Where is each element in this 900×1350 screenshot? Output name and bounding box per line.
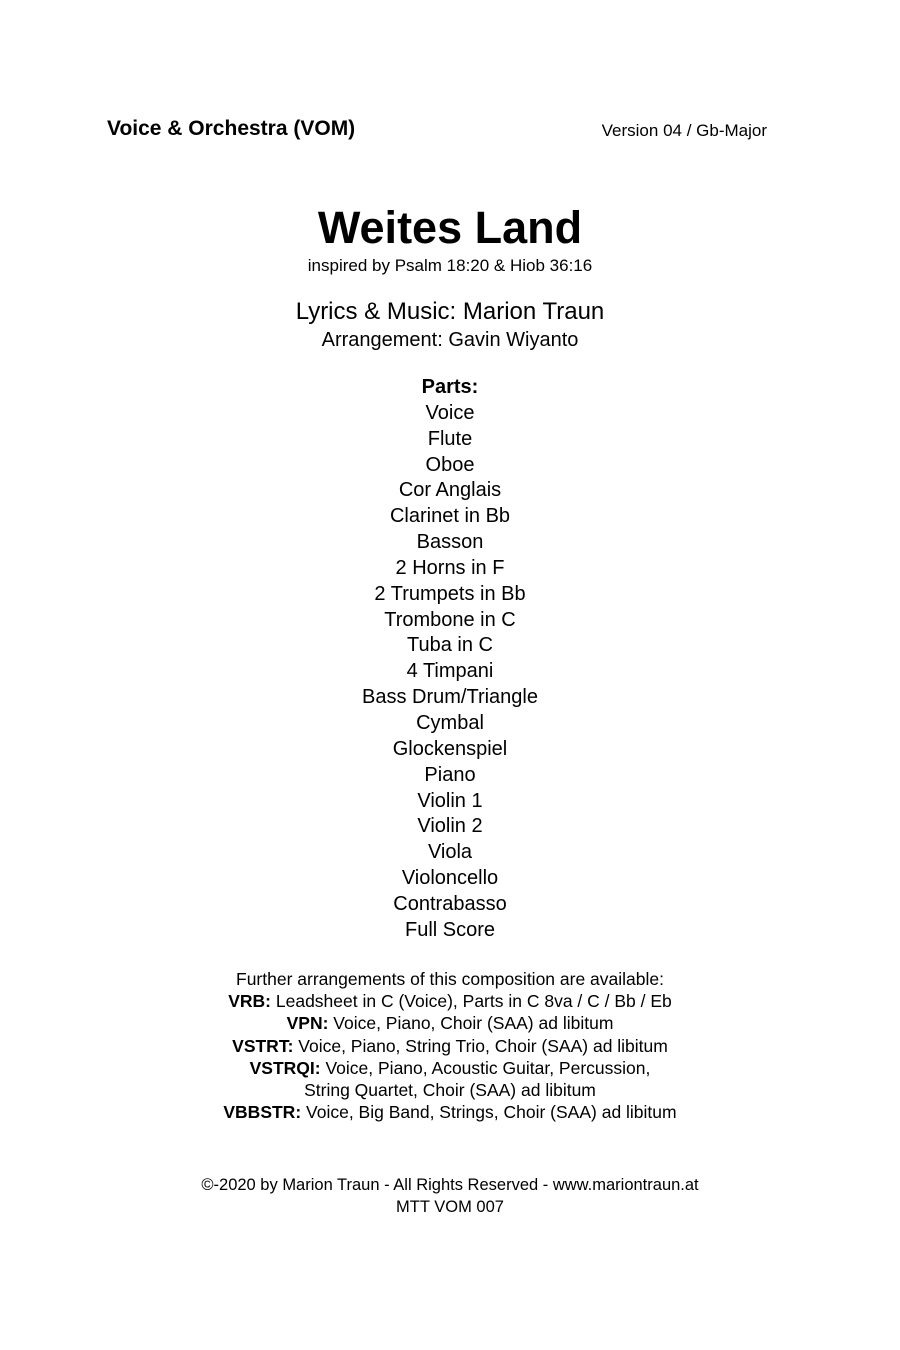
song-title: Weites Land bbox=[317, 202, 583, 253]
part-item: Glockenspiel bbox=[392, 737, 508, 760]
part-item: Contrabasso bbox=[393, 892, 507, 915]
arrangement-code: VBBSTR: bbox=[223, 1102, 302, 1123]
arrangement-description: Leadsheet in C (Voice), Parts in C 8va / C / Bb / Eb bbox=[271, 991, 672, 1012]
arrangement-entry-vstrt bbox=[0, 1035, 900, 1057]
part-item: Cymbal bbox=[416, 711, 484, 734]
version-label: Version 04 / Gb-Major bbox=[601, 121, 767, 140]
part-item: Tuba in C bbox=[407, 634, 493, 657]
part-item: 2 Trumpets in Bb bbox=[374, 582, 526, 605]
footer bbox=[0, 1175, 900, 1218]
part-item: Voice bbox=[425, 401, 475, 424]
arrangement-credit: Arrangement: Gavin Wiyanto bbox=[321, 329, 579, 351]
arrangement-code: VSTRQI: bbox=[249, 1057, 321, 1078]
lyrics-music-credit: Lyrics & Music: Marion Traun bbox=[295, 298, 605, 325]
part-item: Violin 1 bbox=[417, 789, 483, 812]
part-item: Clarinet in Bb bbox=[389, 505, 511, 528]
arrangement-entry-vpn bbox=[0, 1012, 900, 1034]
part-item: Flute bbox=[427, 427, 473, 450]
part-item: Trombone in C bbox=[384, 608, 516, 631]
arrangement-entry-vstrqi-continuation: String Quartet, Choir (SAA) ad libitum bbox=[304, 1080, 596, 1101]
arrangement-code: VPN: bbox=[286, 1013, 329, 1034]
part-item: 2 Horns in F bbox=[395, 556, 505, 579]
copyright-notice: ©-2020 by Marion Traun - All Rights Reserved - www.mariontraun.at bbox=[201, 1176, 699, 1194]
part-item: Viola bbox=[427, 841, 473, 864]
arrangement-entry-vstrqi bbox=[0, 1057, 900, 1079]
arrangement-code: VSTRT: bbox=[232, 1035, 294, 1056]
arrangement-entry-vbbstr bbox=[0, 1101, 900, 1123]
catalog-number: MTT VOM 007 bbox=[396, 1197, 504, 1216]
arrangement-description: Voice, Piano, Choir (SAA) ad libitum bbox=[328, 1013, 614, 1034]
part-item: Violin 2 bbox=[417, 815, 483, 838]
song-subtitle: inspired by Psalm 18:20 & Hiob 36:16 bbox=[307, 256, 593, 275]
parts-list bbox=[0, 375, 900, 944]
ensemble-label: Voice & Orchestra (VOM) bbox=[107, 117, 356, 140]
part-item: Piano bbox=[424, 763, 476, 786]
part-item: Full Score bbox=[404, 918, 496, 941]
arrangement-description: Voice, Big Band, Strings, Choir (SAA) ad libitum bbox=[301, 1102, 677, 1123]
further-arrangements bbox=[0, 968, 900, 1123]
arrangement-description: Voice, Piano, Acoustic Guitar, Percussion, bbox=[320, 1057, 651, 1078]
arrangement-code: VRB: bbox=[228, 991, 272, 1012]
part-item: 4 Timpani bbox=[406, 660, 494, 683]
part-item: Bass Drum/Triangle bbox=[362, 686, 538, 709]
part-item: Oboe bbox=[425, 453, 475, 476]
part-item: Violoncello bbox=[401, 867, 499, 890]
parts-heading: Parts: bbox=[421, 376, 479, 398]
part-item: Cor Anglais bbox=[398, 479, 502, 502]
arrangement-entry-vrb bbox=[0, 990, 900, 1012]
arrangement-description: Voice, Piano, String Trio, Choir (SAA) ad libitum bbox=[293, 1035, 668, 1056]
part-item: Basson bbox=[416, 531, 484, 554]
further-intro: Further arrangements of this composition are available: bbox=[236, 969, 664, 989]
